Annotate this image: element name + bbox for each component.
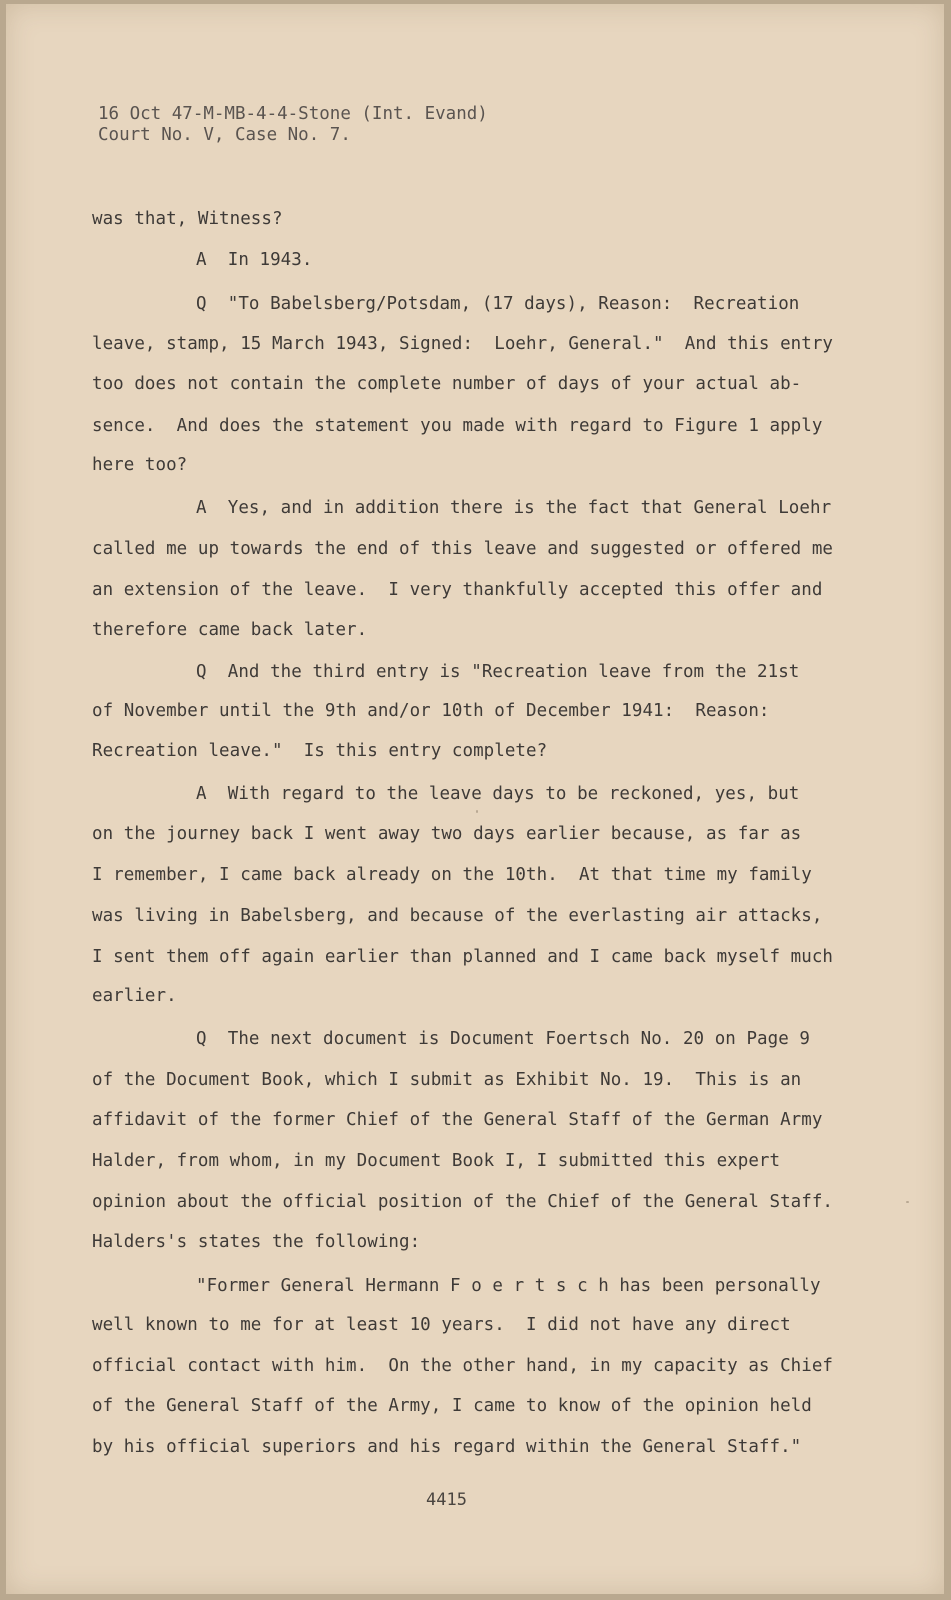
text-line: Recreation leave." Is this entry complete? <box>92 741 548 761</box>
text-line: was that, Witness? <box>92 209 283 229</box>
text-line: A In 1943. <box>196 250 313 270</box>
text-line: opinion about the official position of the Chief of the General Staff. <box>92 1192 834 1212</box>
text-line: was living in Babelsberg, and because of the everlasting air attacks, <box>92 906 823 926</box>
paper-speck <box>476 810 478 813</box>
text-line: Q And the third entry is "Recreation leave from the 21st <box>196 662 800 682</box>
text-line: Halders's states the following: <box>92 1232 421 1252</box>
text-line: affidavit of the former Chief of the General Staff of the German Army <box>92 1110 823 1130</box>
text-line: well known to me for at least 10 years. I did not have any direct <box>92 1315 791 1335</box>
text-line: I sent them off again earlier than planned and I came back myself much <box>92 947 834 967</box>
text-line: Halder, from whom, in my Document Book I, I submitted this expert <box>92 1151 781 1171</box>
header-line-1: 16 Oct 47-M-MB-4-4-Stone (Int. Evand) <box>98 104 488 124</box>
paper-speck <box>906 1201 909 1203</box>
text-line: of the Document Book, which I submit as Exhibit No. 19. This is an <box>92 1070 802 1090</box>
text-line: earlier. <box>92 986 177 1006</box>
document-page <box>6 4 944 1594</box>
text-line: A Yes, and in addition there is the fact that General Loehr <box>196 498 832 518</box>
text-line: here too? <box>92 455 188 475</box>
text-line: therefore came back later. <box>92 620 368 640</box>
text-line: "Former General Hermann F o e r t s c h has been personally <box>196 1276 821 1296</box>
text-line: by his official superiors and his regard within the General Staff." <box>92 1437 802 1457</box>
text-line: of the General Staff of the Army, I came to know of the opinion held <box>92 1396 812 1416</box>
text-line: on the journey back I went away two days earlier because, as far as <box>92 824 802 844</box>
text-line: sence. And does the statement you made with regard to Figure 1 apply <box>92 416 823 436</box>
text-line: leave, stamp, 15 March 1943, Signed: Loehr, General." And this entry <box>92 334 834 354</box>
text-line: of November until the 9th and/or 10th of December 1941: Reason: <box>92 701 770 721</box>
text-line: Q "To Babelsberg/Potsdam, (17 days), Reason: Recreation <box>196 294 800 314</box>
text-line: too does not contain the complete number of days of your actual ab- <box>92 374 802 394</box>
text-line: called me up towards the end of this leave and suggested or offered me <box>92 539 834 559</box>
transcript-body <box>6 4 944 1594</box>
text-line: official contact with him. On the other hand, in my capacity as Chief <box>92 1356 834 1376</box>
text-line: I remember, I came back already on the 10th. At that time my family <box>92 865 812 885</box>
text-line: A With regard to the leave days to be reckoned, yes, but <box>196 784 800 804</box>
header-line-2: Court No. V, Case No. 7. <box>98 125 351 145</box>
text-line: an extension of the leave. I very thankfully accepted this offer and <box>92 580 823 600</box>
page-number: 4415 <box>426 1490 467 1510</box>
text-line: Q The next document is Document Foertsch No. 20 on Page 9 <box>196 1029 810 1049</box>
